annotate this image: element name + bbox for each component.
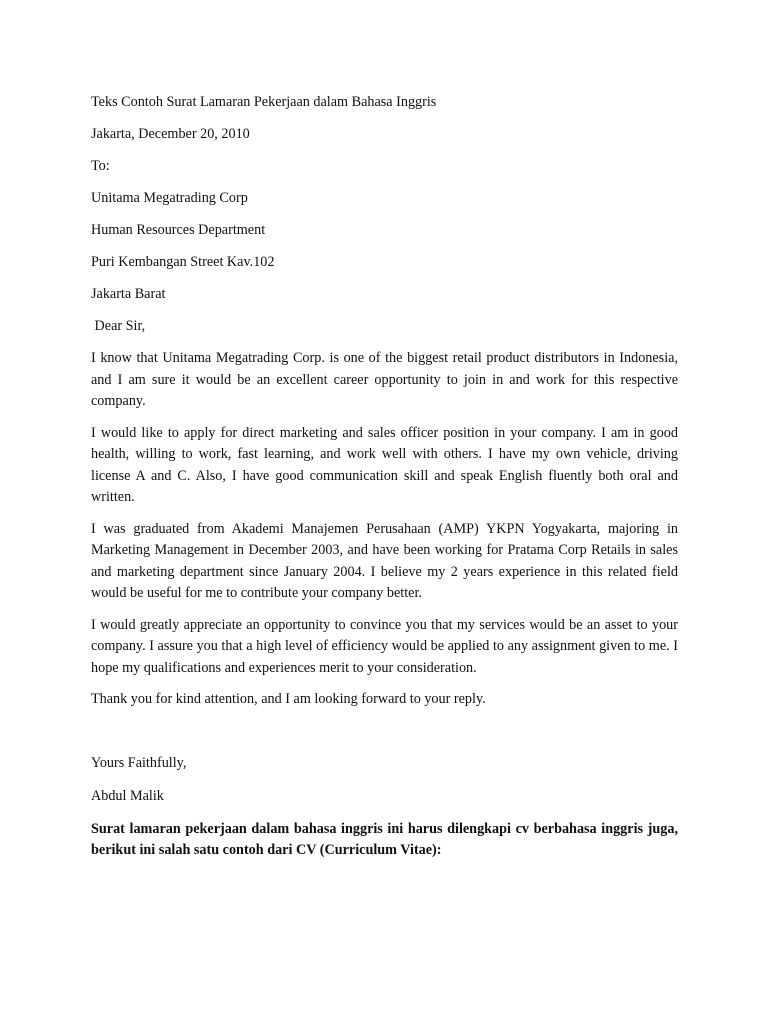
cv-note: Surat lamaran pekerjaan dalam bahasa inggris ini harus dilengkapi cv berbahasa inggris juga, berikut ini salah satu contoh dari CV (Curriculum Vitae): <box>91 820 678 858</box>
recipient-department: Human Resources Department <box>91 222 266 238</box>
document-title: Teks Contoh Surat Lamaran Pekerjaan dalam Bahasa Inggris <box>91 94 437 110</box>
letter-date: Jakarta, December 20, 2010 <box>91 126 250 142</box>
recipient-company: Unitama Megatrading Corp <box>91 190 248 206</box>
salutation: Dear Sir, <box>91 318 146 334</box>
body-paragraph-1: I know that Unitama Megatrading Corp. is one of the biggest retail product distributors in Indonesia, and I am sure it would be an excellent career opportunity to join in and work for this respective company. <box>91 350 678 409</box>
body-paragraph-3: I was graduated from Akademi Manajemen Perusahaan (AMP) YKPN Yogyakarta, majoring in Marketing Management in December 2003, and have been working for Pratama Corp Retails in sales and marketing department since January 2004. I believe my 2 years experience in this related field would be useful for me to contribute your company better. <box>91 520 678 601</box>
recipient-street: Puri Kembangan Street Kav.102 <box>91 254 275 270</box>
body-paragraph-4: I would greatly appreciate an opportunity to convince you that my services would be an asset to your company. I assure you that a high level of efficiency would be applied to any assignment given to me. I hope my qualifications and experiences merit to your consideration. <box>91 616 678 676</box>
to-label: To: <box>91 158 110 174</box>
body-paragraph-5: Thank you for kind attention, and I am looking forward to your reply. <box>91 691 486 707</box>
closing: Yours Faithfully, <box>91 754 187 771</box>
signature-name: Abdul Malik <box>91 787 164 804</box>
recipient-city: Jakarta Barat <box>91 286 166 302</box>
body-paragraph-2: I would like to apply for direct marketing and sales officer position in your company. I am in good health, willing to work, fast learning, and work well with others. I have my own vehicle, driving license A and C. Also, I have good communication skill and speak English fluently both oral and written. <box>91 424 678 505</box>
